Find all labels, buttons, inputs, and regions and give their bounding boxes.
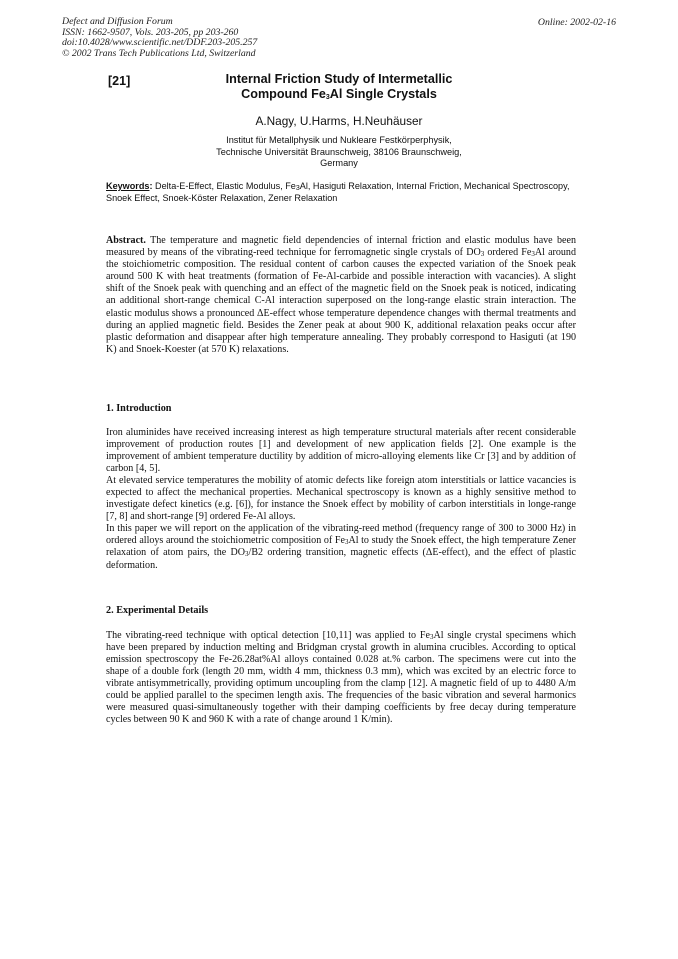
copyright-line: © 2002 Trans Tech Publications Ltd, Switzerland bbox=[62, 47, 256, 59]
paper-title bbox=[150, 72, 528, 102]
abstract: Abstract. The temperature and magnetic field dependencies of internal friction and elastic modulus have been measured by means of the vibrating-reed technique for ferromagnetic single crystals of $DO_3$ ordered $Fe_3Al$ around the stoichiometric composition. The residual content of carbon causes the expected variation of the Snoek peak around 500 K with heat treatments (formation of Fe-Al-carbide and possible interaction with vacancies). A slight shift of the Snoek peak with quenching and an effect of the magnetic field on the Snoek peak is noticed, indicating an additional short-range chemical C-Al interaction superposed on the long-range elastic strain interaction. The elastic modulus shows a pronounced ΔE-effect whose temperature dependence changes with thermal treatments and during an applied magnetic field. Besides the Zener peak at about 900 K, additional relaxation peaks occur after plastic deformation and disappear after high temperature annealing. They probably correspond to Hasiguti (at 190 K) and Snoek-Koester (at 570 K) relaxations. bbox=[106, 235, 576, 355]
journal-header bbox=[62, 17, 482, 59]
paragraph: The vibrating-reed technique with optical detection [10,11] was applied to $Fe_3Al$ single crystal specimens which have been prepared by induction melting and Bridgman crystal growth in alumina crucibles. According to optical emission spectroscopy the Fe-26.28at%Al alloys contained 0.028 at.% carbon. The specimens were cut into the shape of a double fork (length 20 mm, width 4 mm, thickness 0.3 mm), which was excited by an electric force to vibrate antisymmetrically, providing optimum uncoupling from the clamp [12]. A magnetic field of up to 4480 A/m could be applied parallel to the specimen length axis. The frequencies of the basic vibration and several harmonics were measured quasi-simultaneously together with their damping coefficients by free decay during temperature cycles between 90 K and 960 K with a rate of change around 1 K/min). bbox=[106, 630, 577, 726]
introduction-body bbox=[106, 427, 576, 572]
abstract-label: Abstract. bbox=[106, 235, 146, 246]
reference-number: [21] bbox=[108, 74, 131, 88]
online-date: Online: 2002-02-16 bbox=[537, 17, 616, 28]
title-line-2: Compound $Fe_3Al$ Single Crystals bbox=[241, 87, 437, 101]
paragraph: In this paper we will report on the application of the vibrating-reed method (frequency range of 300 to 3000 Hz) in ordered alloys around the stoichiometric composition of $Fe_3Al$ to study the Snoek effect, the high temperature Zener relaxation of atom pairs, the $DO_3/B2$ ordering transition, magnetic effects (ΔE-effect), and the effect of plastic deformation. bbox=[106, 523, 576, 571]
title-line-1: Internal Friction Study of Intermetallic bbox=[225, 72, 453, 86]
section-heading-experimental: 2. Experimental Details bbox=[106, 605, 209, 616]
section-heading-introduction: 1. Introduction bbox=[106, 403, 172, 414]
journal-name: Defect and Diffusion Forum bbox=[62, 16, 173, 27]
experimental-body bbox=[106, 630, 576, 726]
paragraph: At elevated service temperatures the mobility of atomic defects like foreign atom interstitials or lattice vacancies is expected to affect the mechanical properties. Mechanical spectroscopy is known as a highly sensitive method to investigate defect kinetics (e.g. [6]), for instance the Snoek effect by mobility of carbon interstitials in longe-range [7, 8] and short-range [9] ordered Fe-Al alloys. bbox=[106, 475, 576, 523]
author-list: A.Nagy, U.Harms, H.Neuhäuser bbox=[255, 114, 423, 128]
doi-line: doi:10.4028/www.scientific.net/DDF.203-205.257 bbox=[62, 37, 258, 49]
keywords-block: Keywords: Delta-E-Effect, Elastic Modulus, $Fe_3Al$, Hasiguti Relaxation, Internal Friction, Mechanical Spectroscopy, Snoek Effect, Snoek-Köster Relaxation, Zener Relaxation bbox=[106, 181, 570, 203]
keywords-label: Keywords bbox=[106, 181, 150, 191]
paragraph: Iron aluminides have received increasing interest as high temperature structural materials after recent considerable improvement of production routes [1] and development of new application fields [2]. One example is the improvement of ambient temperature ductility by addition of micro-alloying elements like Cr [3] and by addition of carbon [4, 5]. bbox=[106, 427, 576, 475]
affiliation: Institut für Metallphysik und Nukleare Festkörperphysik, Technische Universität Braunschweig, 38106 Braunschweig, Germany bbox=[216, 135, 462, 169]
issn-line: ISSN: 1662-9507, Vols. 203-205, pp 203-260 bbox=[62, 26, 239, 38]
